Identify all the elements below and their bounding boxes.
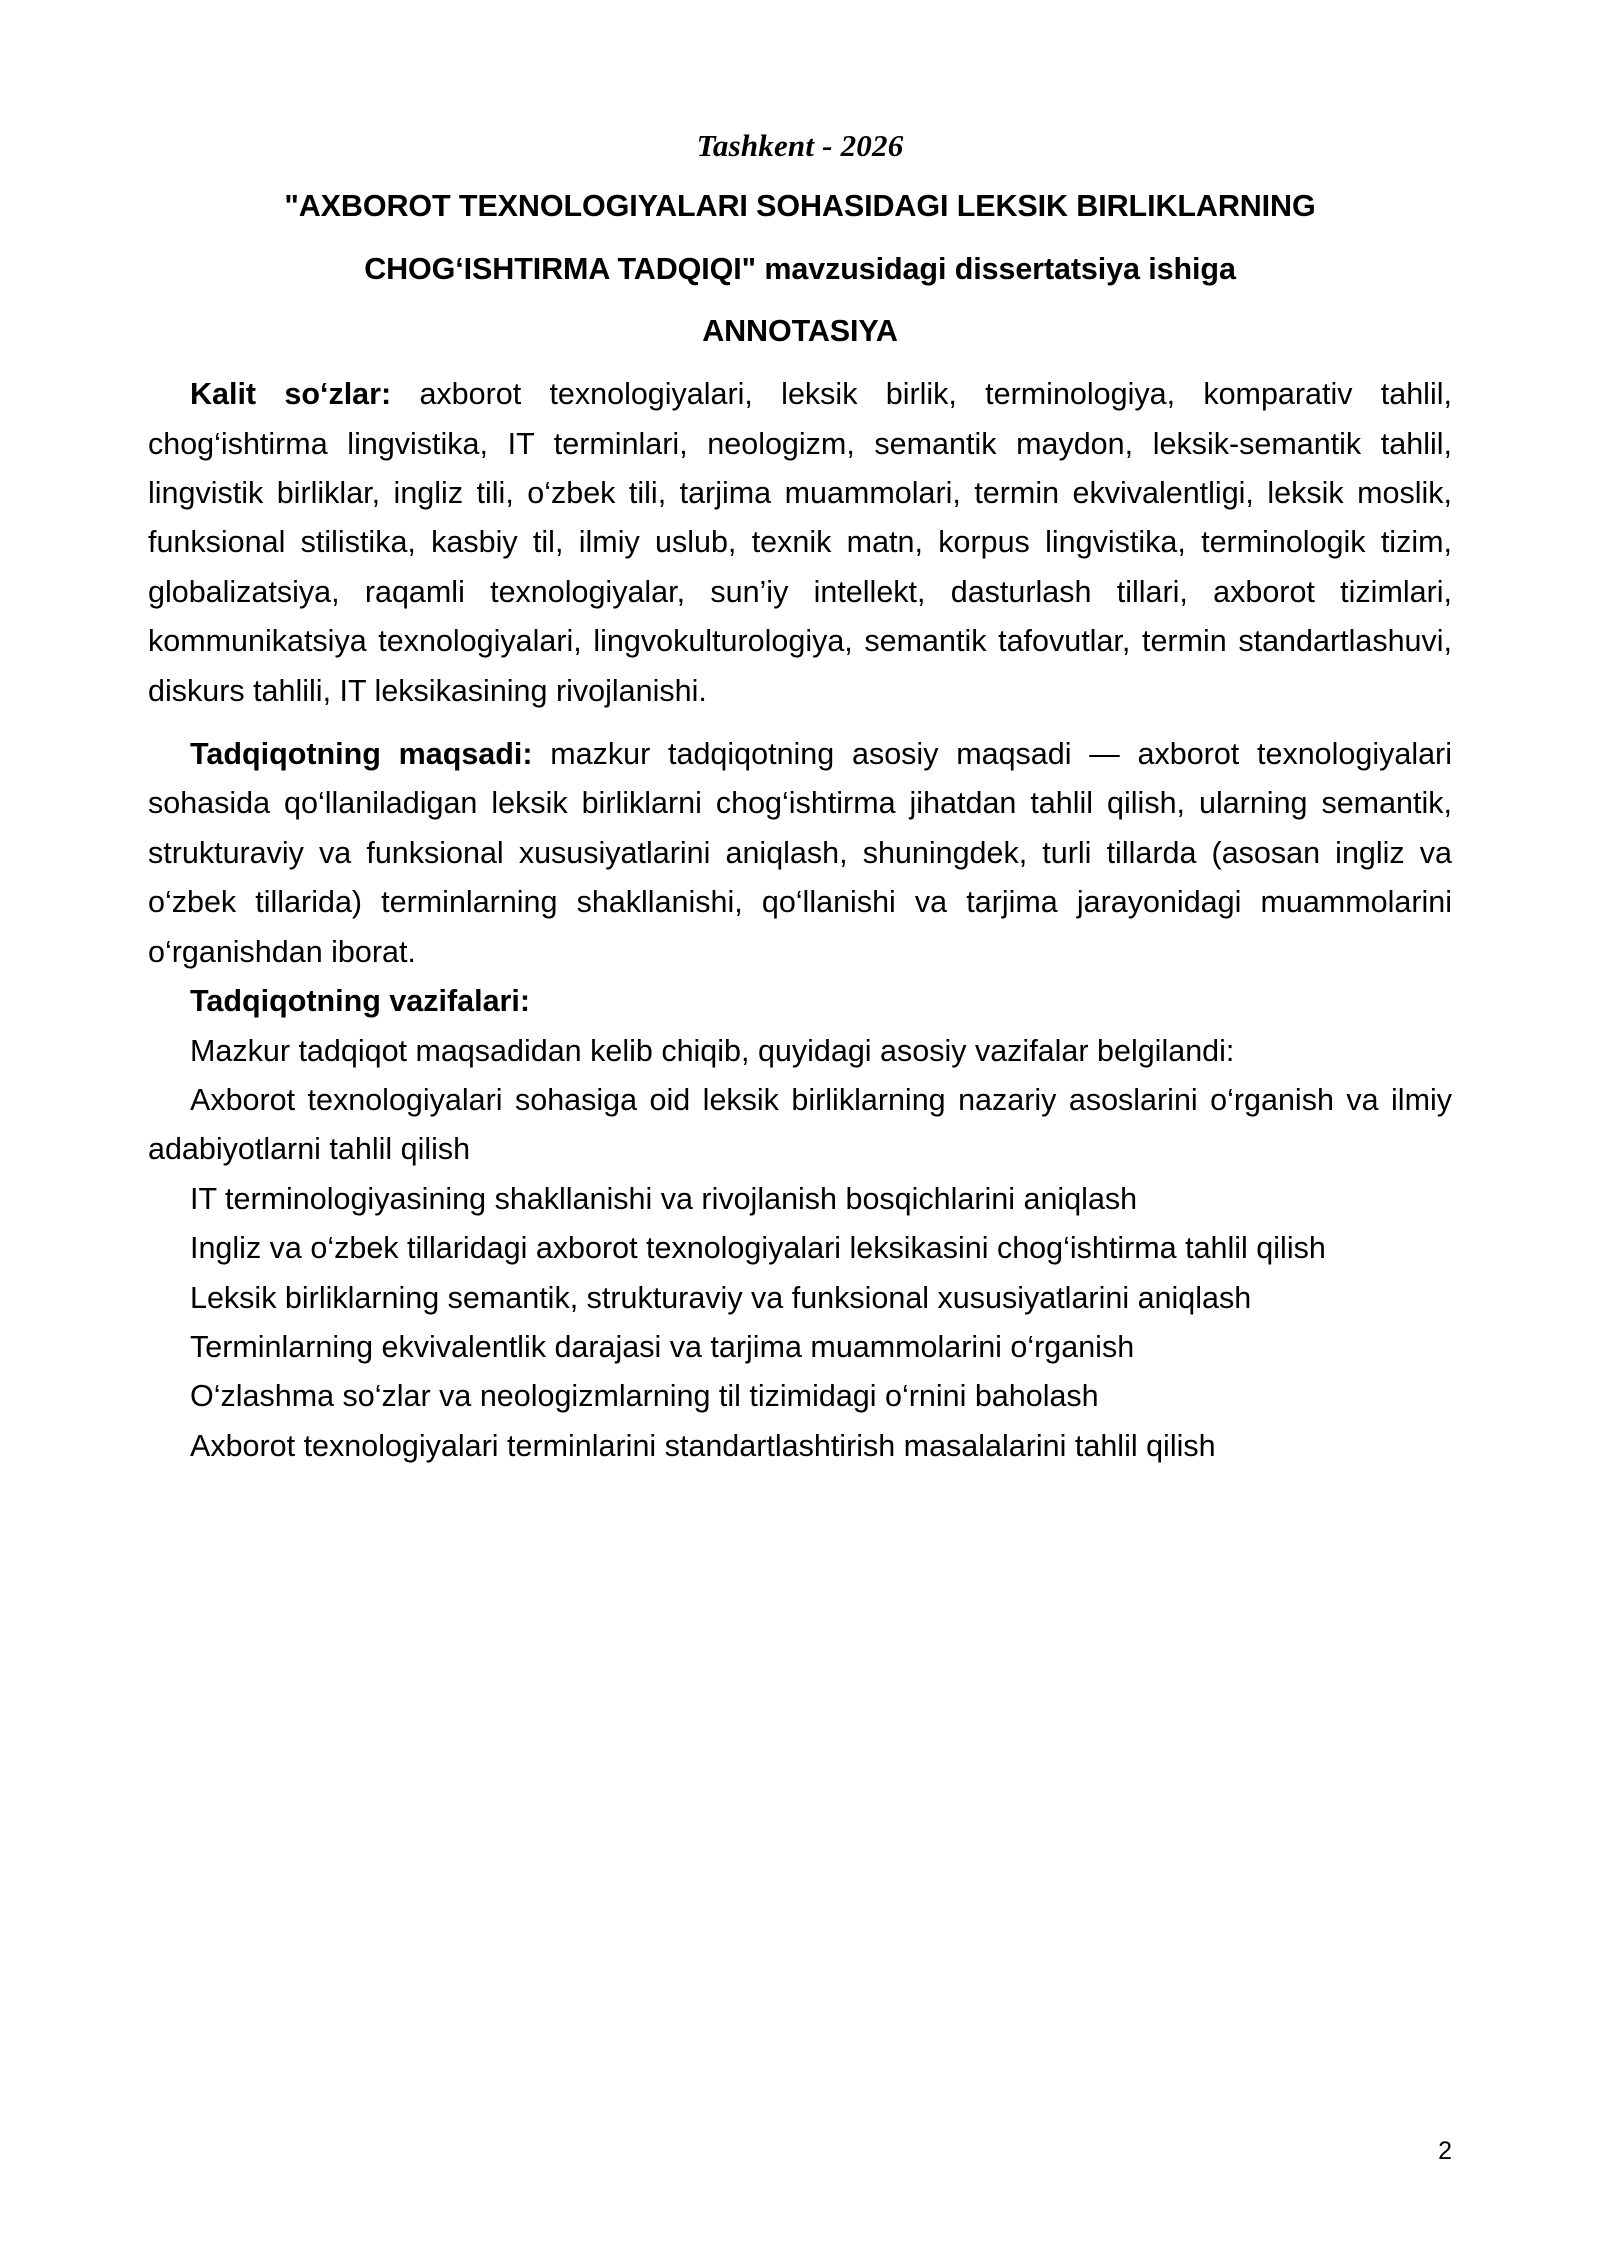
purpose-label: Tadqiqotning maqsadi: — [190, 737, 533, 772]
keywords-label: Kalit so‘zlar: — [190, 377, 392, 412]
document-title-line-1: "AXBOROT TEXNOLOGIYALARI SOHASIDAGI LEKSIK BIRLIKLARNING — [284, 189, 1316, 223]
tasks-heading — [148, 977, 1452, 1026]
tasks-label: Tadqiqotning vazifalari: — [190, 984, 531, 1019]
task-item-5: Terminlarning ekvivalentlik darajasi va tarjima muammolarini o‘rganish — [190, 1329, 1135, 1364]
keywords-paragraph — [148, 370, 1452, 716]
task-item-4: Leksik birliklarning semantik, strukturaviy va funksional xususiyatlarini aniqlash — [190, 1280, 1252, 1315]
purpose-paragraph — [148, 730, 1452, 977]
tasks-intro: Mazkur tadqiqot maqsadidan kelib chiqib, quyidagi asosiy vazifalar belgilandi: — [190, 1033, 1235, 1068]
task-item-7: Axborot texnologiyalari terminlarini standartlashtirish masalalarini tahlil qilish — [190, 1428, 1216, 1463]
document-body — [148, 370, 1452, 1471]
page-header: Tashkent - 2026 — [696, 128, 904, 163]
document-title-line-2: CHOG‘ISHTIRMA TADQIQI" mavzusidagi dissertatsiya ishiga — [364, 252, 1236, 287]
task-item-6: O‘zlashma so‘zlar va neologizmlarning til tizimidagi o‘rnini baholash — [190, 1379, 1099, 1414]
document-title-line-3: ANNOTASIYA — [702, 313, 898, 348]
task-item-3: Ingliz va o‘zbek tillaridagi axborot texnologiyalari leksikasini chog‘ishtirma tahlil qilish — [190, 1231, 1326, 1266]
task-item-2: IT terminologiyasining shakllanishi va rivojlanish bosqichlarini aniqlash — [190, 1181, 1138, 1216]
keywords-text: axborot texnologiyalari, leksik birlik, terminologiya, komparativ tahlil, chog‘ishtirma lingvistika, IT terminlari, neologizm, semantik maydon, leksik-semantik tahlil, lingvistik birliklar, ingliz tili, o‘zbek tili, tarjima muammolari, termin ekvivalentligi, leksik moslik, funksional stilistika, kasbiy til, ilmiy uslub, texnik matn, korpus lingvistika, terminologik tizim, globalizatsiya, raqamli texnologiyalar, sun’iy intellekt, dasturlash tillari, axborot tizimlari, kommunikatsiya texnologiyalari, lingvokulturologiya, semantik tafovutlar, termin standartlashuvi, diskurs tahlili, IT leksikasining rivojlanishi. — [148, 377, 1452, 708]
purpose-text: mazkur tadqiqotning asosiy maqsadi — axborot texnologiyalari sohasida qo‘llaniladigan leksik birliklarni chog‘ishtirma jihatdan tahlil qilish, ularning semantik, strukturaviy va funksional xususiyatlarini aniqlash, shuningdek, turli tillarda (asosan ingliz va o‘zbek tillarida) terminlarning shakllanishi, qo‘llanishi va tarjima jarayonidagi muammolarini o‘rganishdan iborat. — [148, 737, 1452, 969]
task-item-1: Axborot texnologiyalari sohasiga oid leksik birliklarning nazariy asoslarini o‘rganish va ilmiy adabiyotlarni tahlil qilish — [148, 1082, 1452, 1167]
page-number: 2 — [1438, 2137, 1452, 2165]
